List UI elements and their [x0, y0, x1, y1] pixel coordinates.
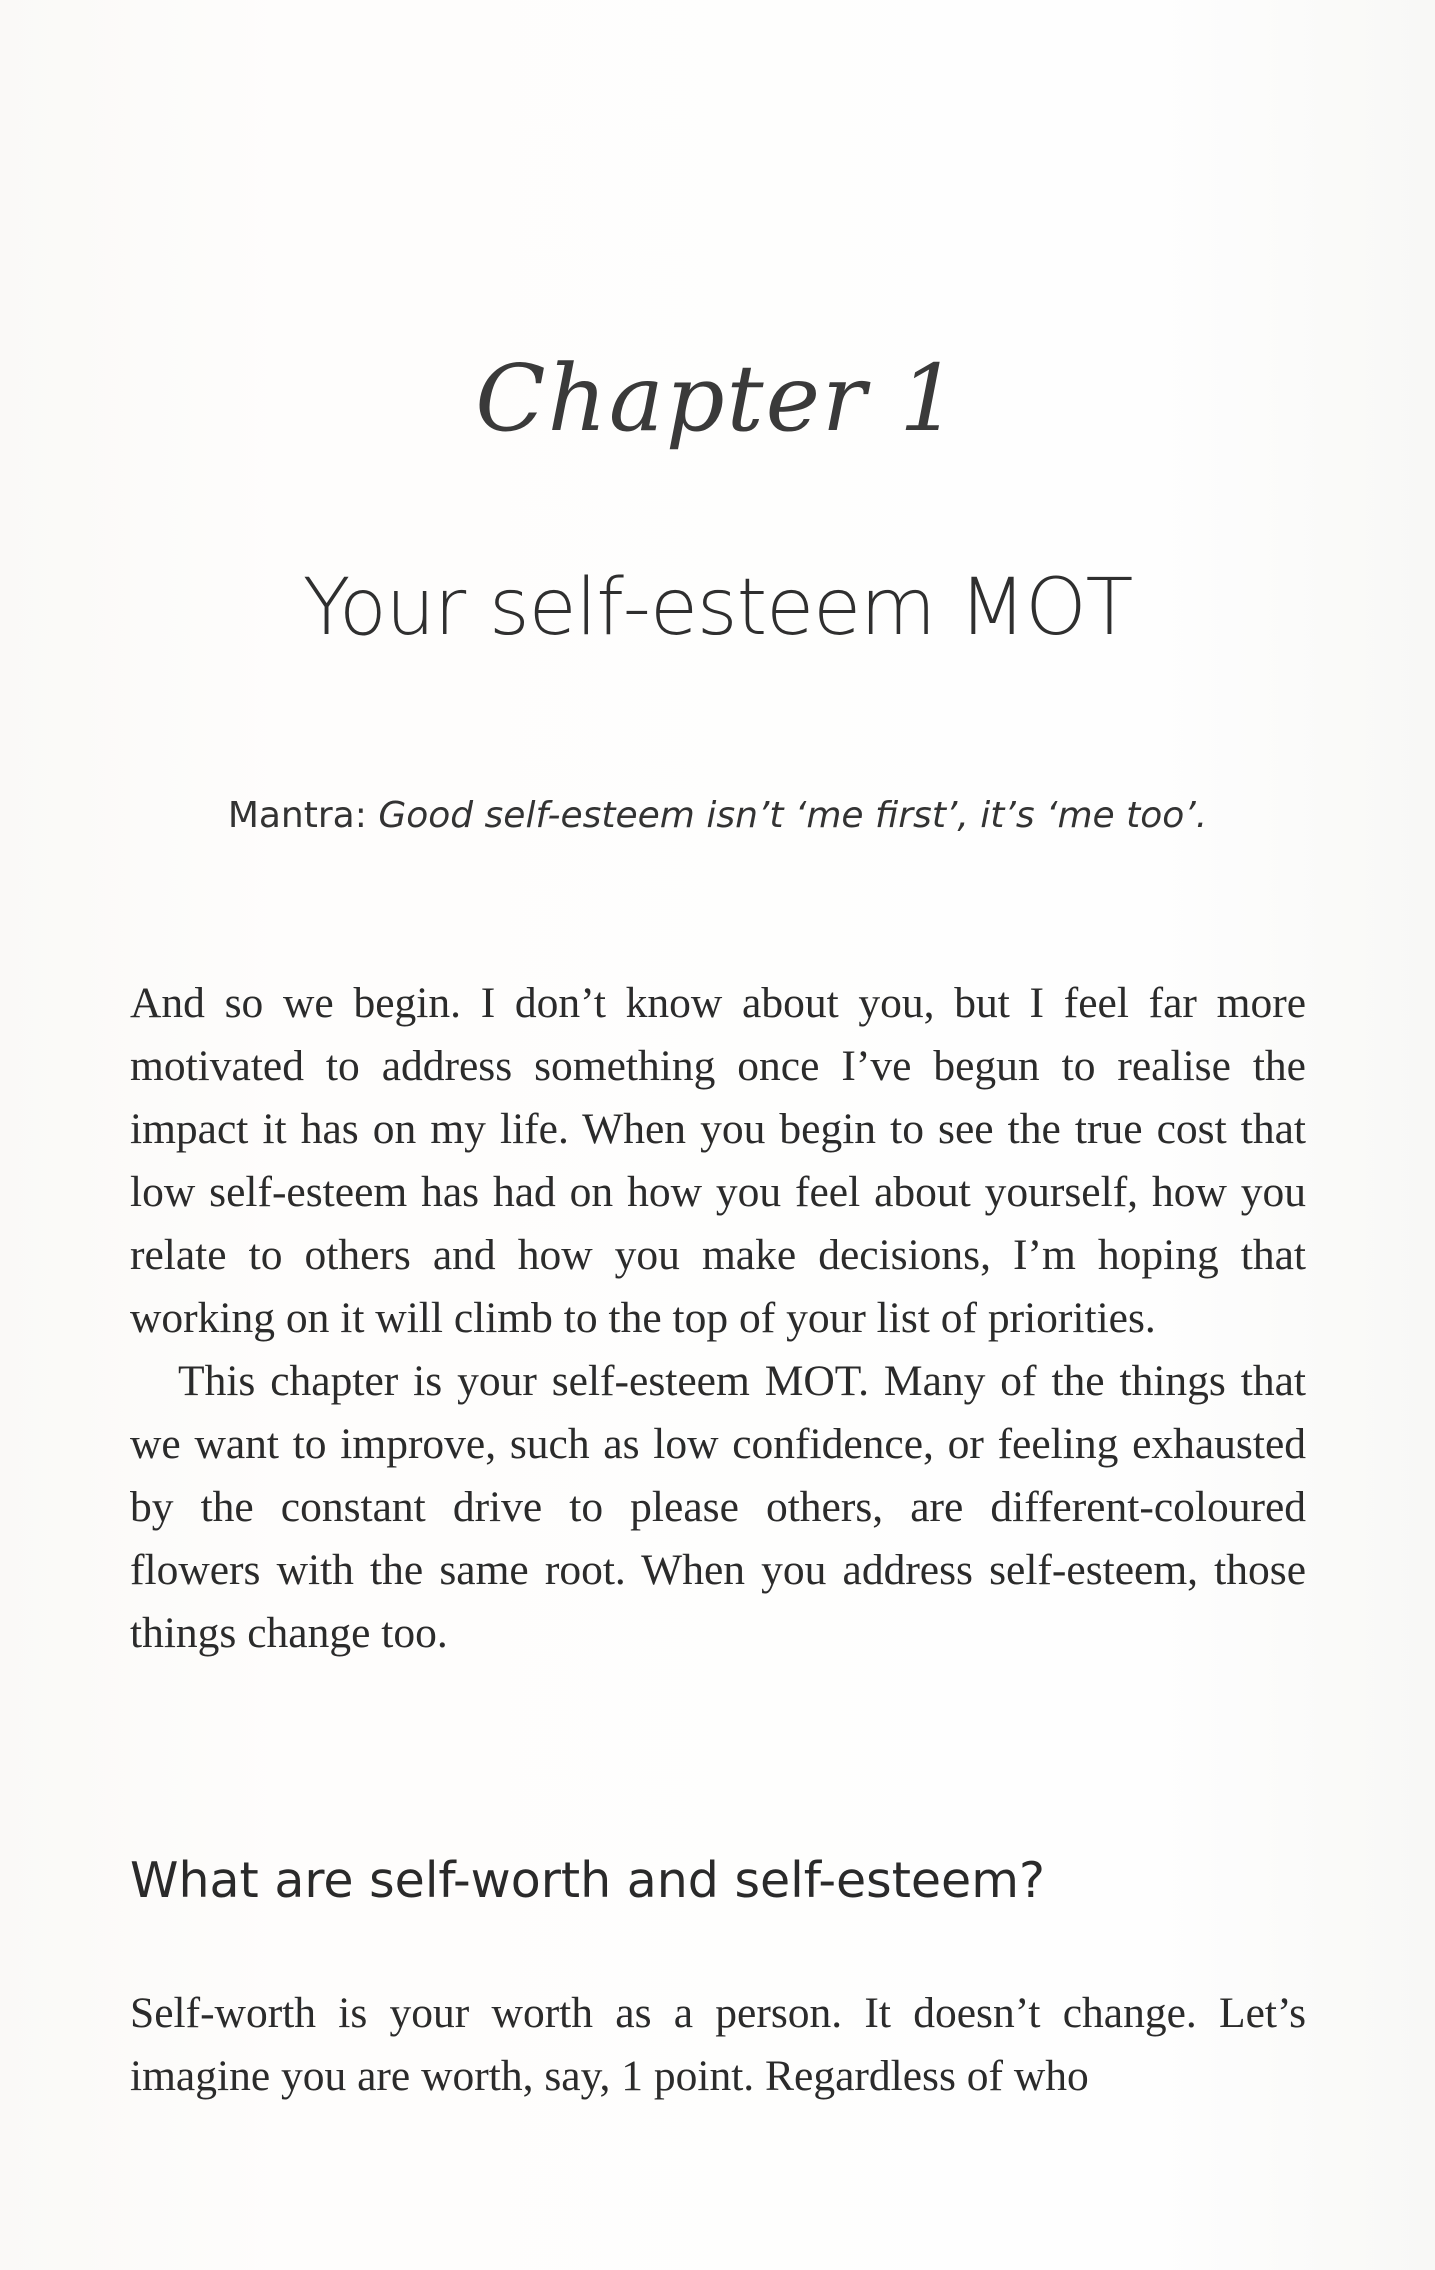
mantra-prefix: Mantra: — [227, 795, 379, 836]
chapter-title: Your self-esteem MOT — [302, 563, 1133, 653]
intro-paragraph-2: This chapter is your self-esteem MOT. Many of the things that we want to improve, such as low confidence, or feeling exhausted by the constant drive to please others, are different-coloured flowers with the same root. When you address self-esteem, those things change too. — [130, 1357, 1306, 1657]
section-heading: What are self-worth and self-esteem? — [130, 1852, 1045, 1909]
intro-paragraph-1: And so we begin. I don’t know about you, but I feel far more motivated to address something once I’ve begun to realise the impact it has on my life. When you begin to see the true cost that low self-esteem has had on how you feel about yourself, how you relate to others and how you make decisions, I’m hoping that working on it will climb to the top of your list of priorities. — [130, 979, 1306, 1342]
section-text — [130, 1982, 1306, 2108]
intro-text — [130, 972, 1306, 1665]
chapter-label: Chapter 1 — [475, 345, 960, 452]
section-paragraph-1: Self-worth is your worth as a person. It doesn’t change. Let’s imagine you are worth, say, 1 point. Regardless of who — [130, 1989, 1306, 2100]
mantra-text: Good self-esteem isn’t ‘me first’, it’s ‘me too’. — [378, 795, 1208, 836]
mantra — [0, 795, 1435, 836]
